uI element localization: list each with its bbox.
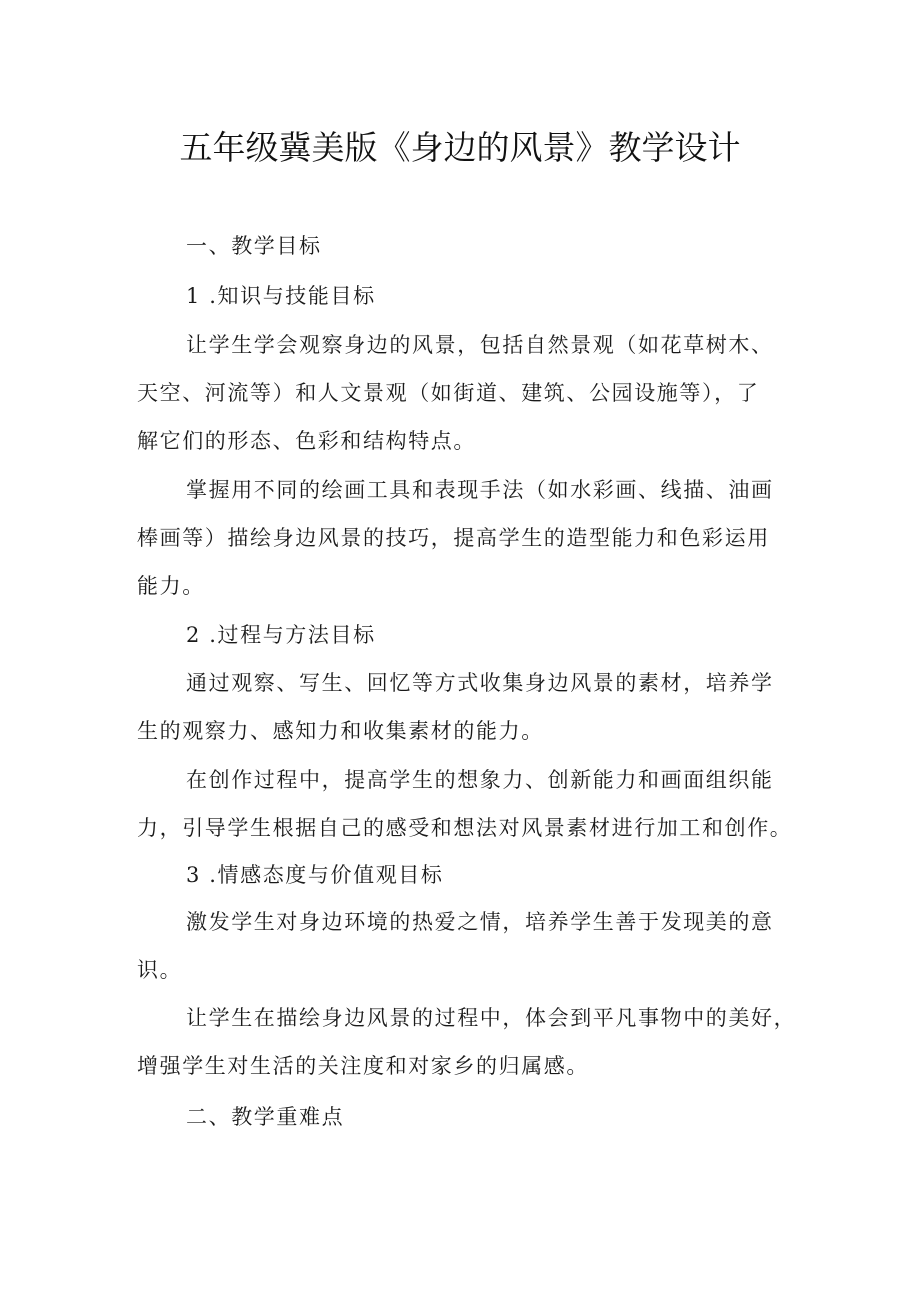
document-title: 五年级冀美版《身边的风景》教学设计 <box>179 128 741 167</box>
section-heading-goals: 一、教学目标 <box>186 234 322 258</box>
paragraph-line: 增强学生对生活的关注度和对家乡的归属感。 <box>137 1054 589 1078</box>
paragraph-line: 生的观察力、感知力和收集素材的能力。 <box>137 719 544 743</box>
section-heading-key-difficulties: 二、教学重难点 <box>186 1105 345 1129</box>
paragraph-line: 在创作过程中，提高学生的想象力、创新能力和画面组织能 <box>186 768 774 792</box>
paragraph-line: 让学生在描绘身边风景的过程中，体会到平凡事物中的美好， <box>186 1006 797 1030</box>
subheading-emotion-values: 3 .情感态度与价值观目标 <box>186 863 444 887</box>
paragraph-line: 掌握用不同的绘画工具和表现手法（如水彩画、线描、油画 <box>186 478 774 502</box>
paragraph-line: 识。 <box>137 958 183 982</box>
paragraph-line: 能力。 <box>137 574 205 598</box>
paragraph-line: 棒画等）描绘身边风景的技巧，提高学生的造型能力和色彩运用 <box>137 526 770 550</box>
paragraph-line: 通过观察、写生、回忆等方式收集身边风景的素材，培养学 <box>186 671 774 695</box>
paragraph-line: 力，引导学生根据自己的感受和想法对风景素材进行加工和创作。 <box>137 816 793 840</box>
paragraph-line: 天空、河流等）和人文景观（如街道、建筑、公园设施等），了 <box>137 381 760 405</box>
paragraph-line: 解它们的形态、色彩和结构特点。 <box>137 429 476 453</box>
paragraph-line: 让学生学会观察身边的风景，包括自然景观（如花草树木、 <box>186 333 774 357</box>
subheading-process-method: 2 .过程与方法目标 <box>186 623 376 647</box>
subheading-knowledge-skills: 1 .知识与技能目标 <box>186 284 376 308</box>
paragraph-line: 激发学生对身边环境的热爱之情，培养学生善于发现美的意 <box>186 910 774 934</box>
